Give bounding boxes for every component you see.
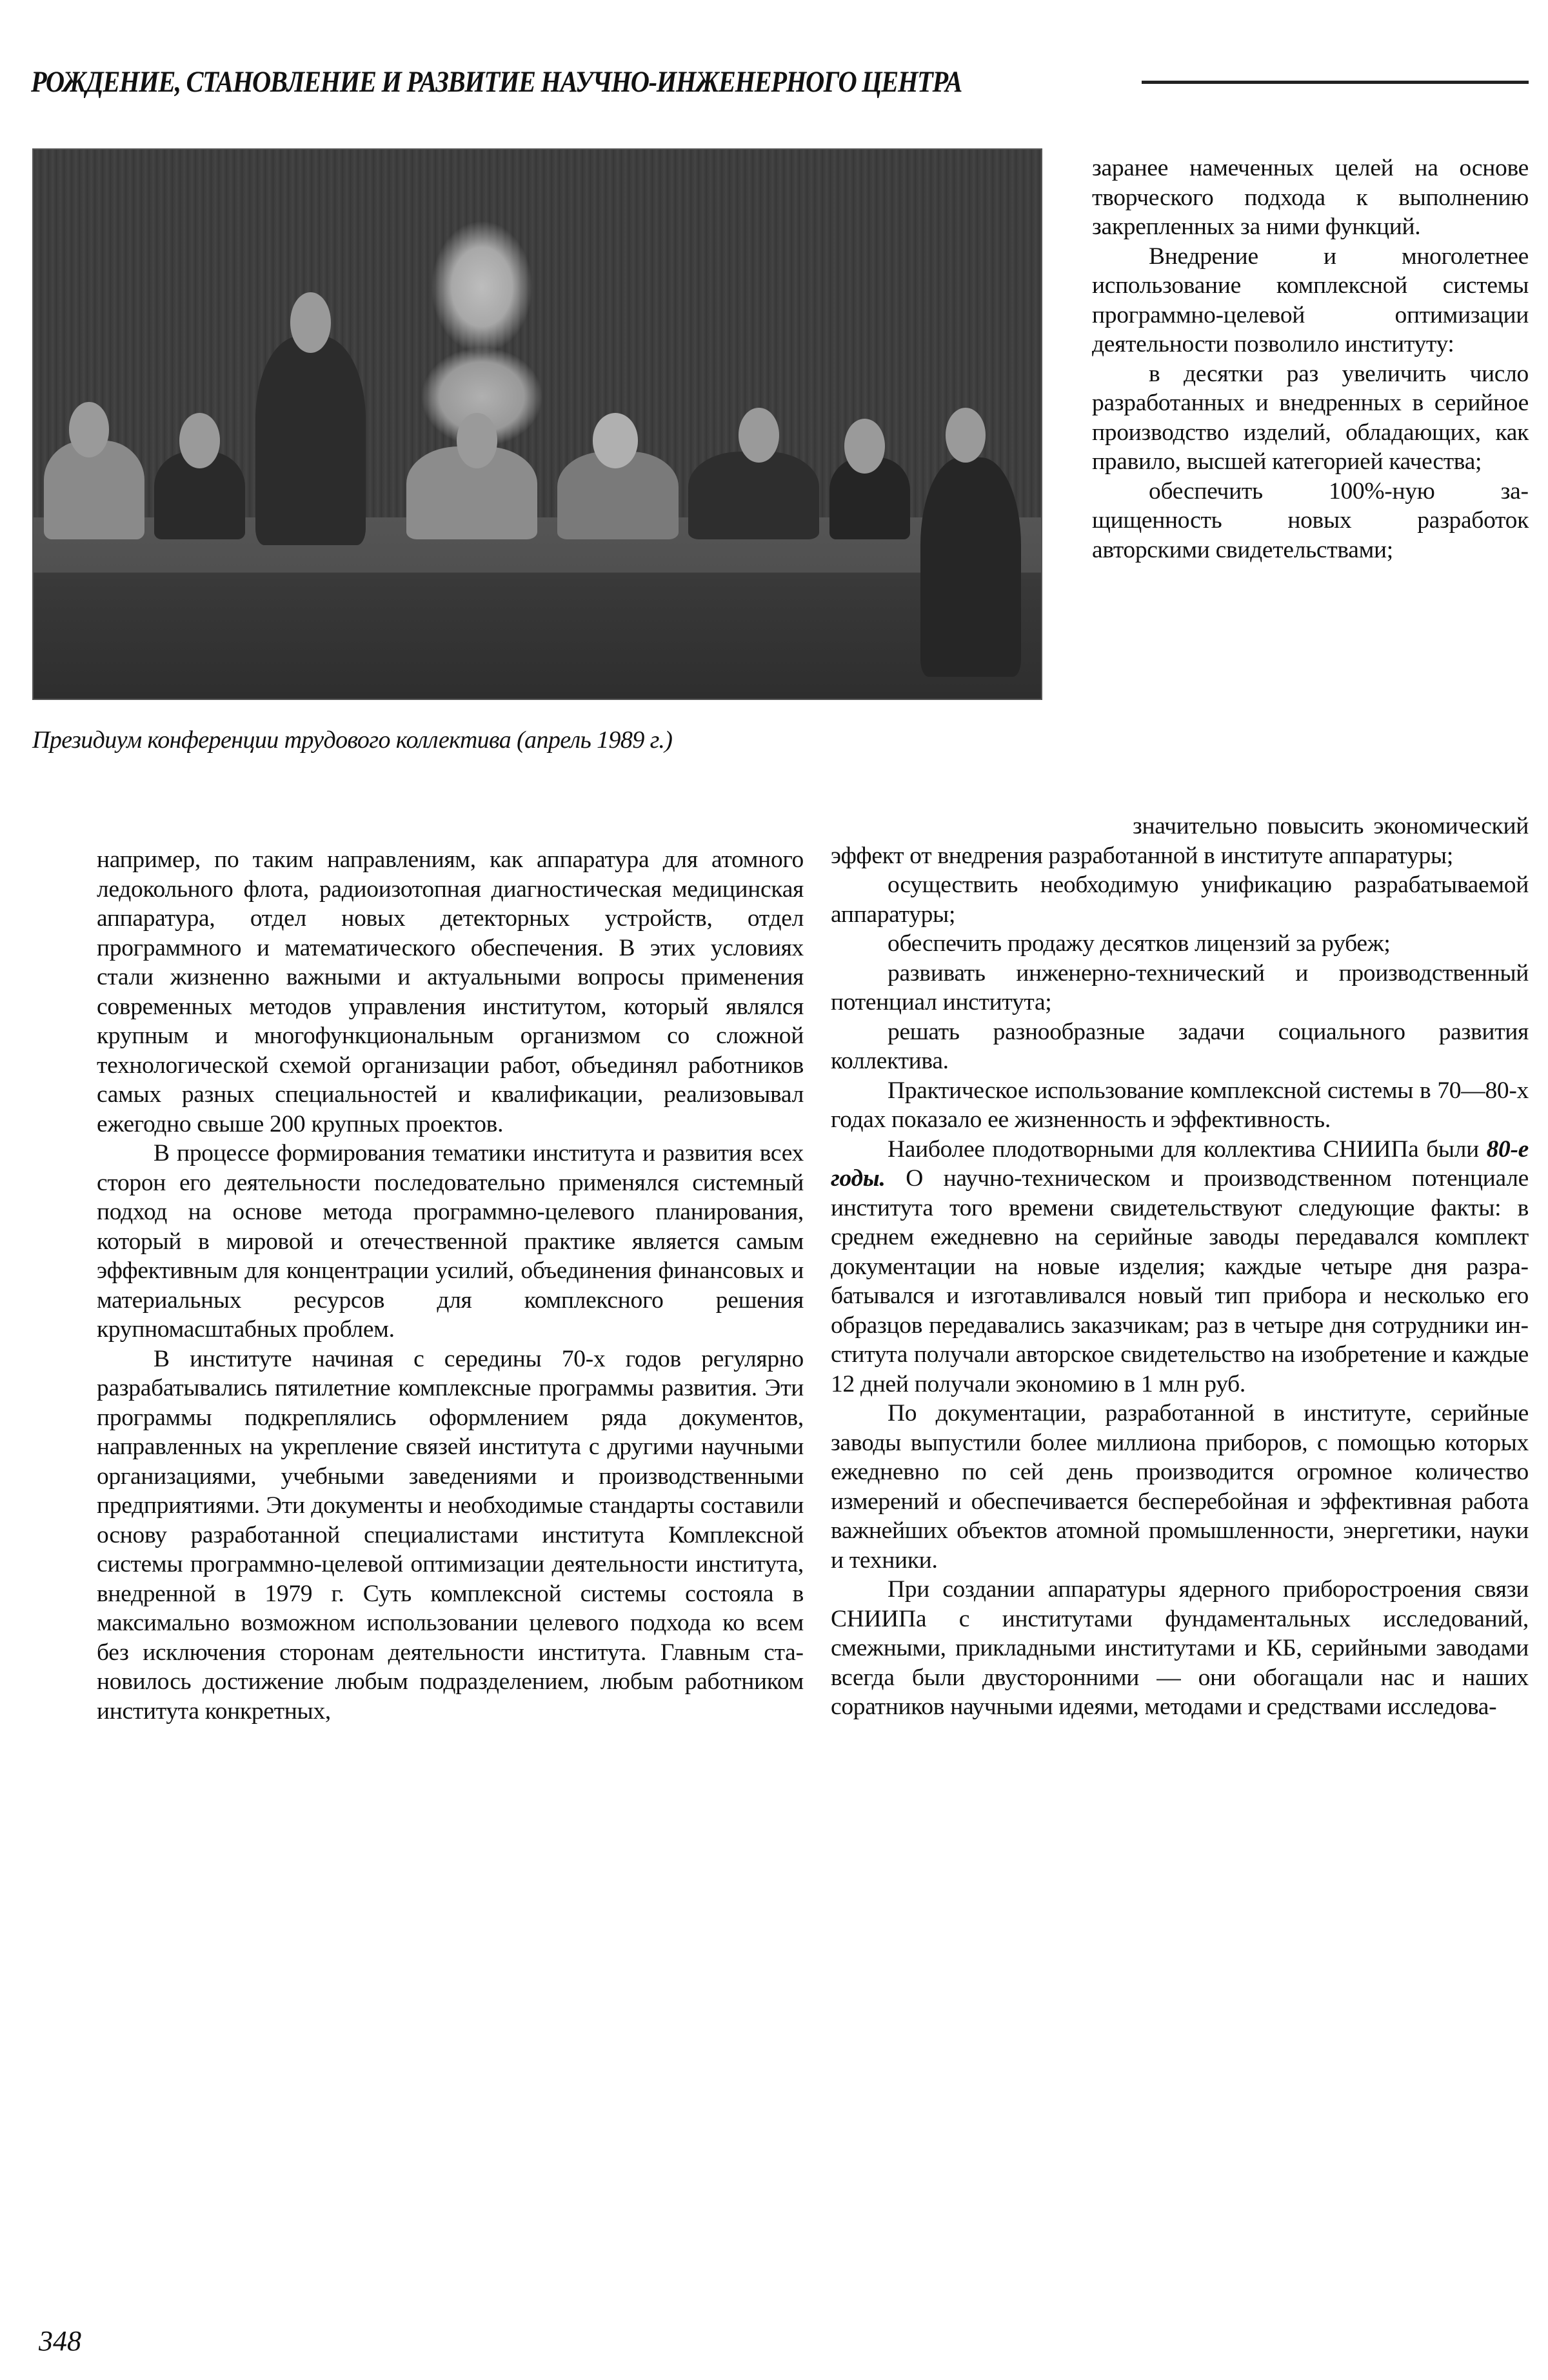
list-item: обеспечить продажу десятков лицензий за рубеж; [888, 930, 1391, 957]
photo-figure-seated-1-head [69, 402, 109, 457]
list-item: в десятки раз увеличить число разработанных и внедренных в серийное производство изделий, обладающих, как правило, высшей категорией качества; [1092, 360, 1529, 475]
photo-figure-seated-3-head [457, 413, 497, 468]
paragraph: например, по таким направлениям, как аппаратура для атомного ледокольного флота, радиоизотопная диагностическая медицинская аппаратура, отдел новых детекторных устройств, отдел программного и математического обеспечения. В этих условиях стали жизненно важными и актуальными вопросы применения современных методов управления институтом, который являлся крупным и многофункциональным организмом со сложной технологической схемой организации работ, объединял работников самых разных специальностей и квалификации, реализовывал ежегодно свыше 200 крупных проектов. [97, 846, 804, 1137]
text-run: Наиболее плодотворными для коллектива СНИИПа были [888, 1135, 1487, 1163]
paragraph: При создании аппаратуры ядерного приборостроения связи СНИИПа с институтами фундаментальных исследований, смежными, прикладными институтами и КБ, серийными заводами всегда были двусторонними — они обогащали нас и наших соратников научными идеями, методами и средствами исследова- [831, 1576, 1529, 1720]
right-column-top [1092, 154, 1529, 565]
paragraph: По документации, разработанной в институте, серийные заводы выпустили более миллиона приборов, с помощью которых ежедневно по сей день производится огромное количество измерений и обеспечивается бесперебойная и эффективная работа важнейших объектов атомной промышленности, энергетики, науки и техники. [831, 1400, 1529, 1574]
figure-caption: Президиум конференции трудового коллектива (апрель 1989 г.) [32, 726, 673, 754]
photo-figure-seated-7-head [946, 408, 986, 463]
running-head [31, 59, 1529, 105]
paragraph: Практическое использование комплексной системы в 70—80-х годах показало ее жизненность и эффективность. [831, 1077, 1529, 1133]
paragraph: В институте начиная с середины 70-х годов регулярно разрабатывались пятилетние комплексные программы развития. Эти программы подкреплялись оформлением ряда документов, направленных на укрепление связей института с другими научными организациями, учебными заведениями и производственными предприятиями. Эти документы и необходимые стандарты составили основу разработанной специалистами института Комплексной системы программно-целевой оптимизации деятельности института, внедренной в 1979 г. Суть комплексной системы состояла в максимально возможном использовании целевого подхода ко всем без исключения сторонам деятельности института. Главным становилось достижение любым подразделением, любым работником института конкретных, [97, 1345, 804, 1725]
list-item: осуществить необходимую унификацию разрабатываемой аппаратуры; [831, 872, 1529, 928]
photo-figure-seated-5 [688, 452, 819, 539]
paragraph: заранее намеченных целей на основе творческого подхода к выполнению закрепленных за ними функций. [1092, 155, 1529, 240]
photo-figure-seated-4-head [593, 413, 638, 468]
paragraph: Внедрение и многолетнее использование комплексной системы программно-целевой оптимизации деятельности позволило институту: [1092, 243, 1529, 357]
photo-figure-speaker [255, 336, 366, 545]
paragraph: В процессе формирования тематики института и развития всех сторон его деятельности последовательно применялся системный подход на основе метода программно-целевого планирования, который в мировой и отечественной практике является самым эффективным для концентрации усилий, объединения финансовых и материальных ресурсов для комплексного решения крупномасштабных проблем. [97, 1140, 804, 1343]
photo-figure-seated-6-head [844, 419, 884, 474]
paragraph [831, 1135, 1529, 1399]
emphasis-80s: 80-е годы. [831, 1135, 1529, 1192]
right-column [831, 812, 1529, 1722]
list-item: решать разнообразные задачи социального развития коллектива. [831, 1018, 1529, 1074]
photo-figure-seated-5-head [739, 408, 779, 463]
photo-figure-seated-7 [920, 457, 1021, 677]
left-column [97, 845, 804, 1726]
photo-figure-speaker-head [290, 292, 330, 353]
text-run: О научно-техническом и производственном потенциале института того времени свидетельствуют следующие факты: в среднем ежедневно на серийные заводы передавался комплект документации на новые изделия; каждые четыре дня разрабатывался и изготавливался новый тип прибора и несколько его образцов передавались заказчикам; раз в четыре дня сотрудники института получали авторское свидетельство на изобретение и каждые 12 дней получали экономию в 1 млн руб. [831, 1165, 1529, 1397]
list-item: значительно повысить экономический эффект от внедрения разработанной в институте аппаратуры; [831, 813, 1529, 869]
running-head-title: РОЖДЕНИЕ, СТАНОВЛЕНИЕ И РАЗВИТИЕ НАУЧНО-ИНЖЕНЕРНОГО ЦЕНТРА [31, 65, 962, 99]
list-item: развивать инженерно-технический и производственный потенциал института; [831, 959, 1529, 1015]
page-number: 348 [39, 2325, 81, 2357]
photo-figure-seated-2-head [179, 413, 219, 468]
list-item: обеспечить 100%-ную защищенность новых разработок авторскими свидетельствами; [1092, 477, 1529, 563]
running-head-rule [1142, 81, 1529, 84]
photo-conference-presidium [32, 148, 1042, 700]
